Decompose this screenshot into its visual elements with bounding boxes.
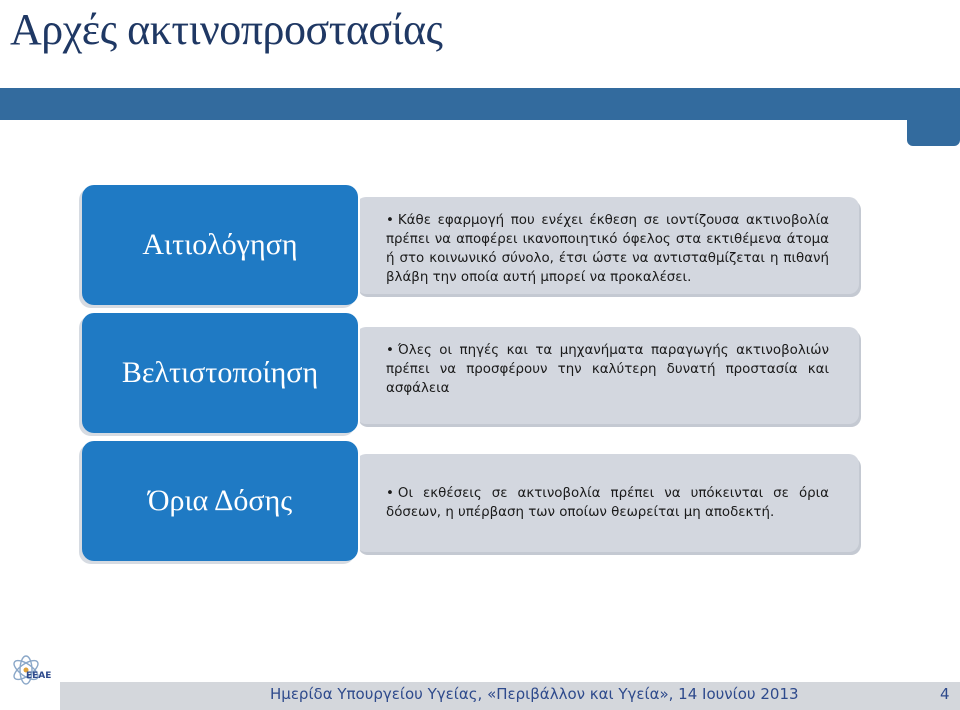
bullet-icon: • — [386, 213, 394, 228]
header-bar — [0, 88, 960, 120]
principle-label-box-2 — [82, 313, 358, 433]
principle-label-box-1 — [82, 185, 358, 305]
header-bar-tab — [907, 88, 960, 146]
logo-text: ΕΕΑΕ — [26, 671, 52, 681]
footer-text: Ημερίδα Υπουργείου Υγείας, «Περιβάλλον και Υγεία», 14 Ιουνίου 2013 — [270, 685, 799, 703]
principle-description: Κάθε εφαρμογή που ενέχει έκθεση σε ιοντίζουσα ακτινοβολία πρέπει να αποφέρει ικανοποιητικό όφελος στα εκτιθέμενα άτομα ή στο κοινωνικό σύνολο, έτσι ώστε να αντισταθμίζεται η πιθανή βλάβη την οποία αυτή μπορεί να προκαλέσει. — [386, 213, 829, 285]
principle-label: Αιτιολόγηση — [142, 228, 298, 261]
principle-label: Όρια Δόσης — [147, 484, 293, 517]
bullet-icon: • — [386, 343, 394, 358]
principle-text-box-2 — [356, 327, 859, 424]
principle-description: Οι εκθέσεις σε ακτινοβολία πρέπει να υπόκεινται σε όρια δόσεων, η υπέρβαση των οποίων θεωρείται μη αποδεκτή. — [386, 486, 829, 520]
principle-text-box-3 — [356, 454, 859, 552]
principle-text-box-1 — [356, 197, 859, 294]
principle-description: Όλες οι πηγές και τα μηχανήματα παραγωγής ακτινοβολιών πρέπει να προσφέρουν την καλύτερη δυνατή προστασία και ασφάλεια — [386, 343, 829, 396]
slide-title: Αρχές ακτινοπροστασίας — [10, 5, 443, 54]
page-number: 4 — [940, 685, 950, 703]
eeae-logo — [4, 650, 54, 690]
principle-label: Βελτιστοποίηση — [121, 356, 319, 389]
principle-label-box-3 — [82, 441, 358, 561]
bullet-icon: • — [386, 486, 394, 501]
